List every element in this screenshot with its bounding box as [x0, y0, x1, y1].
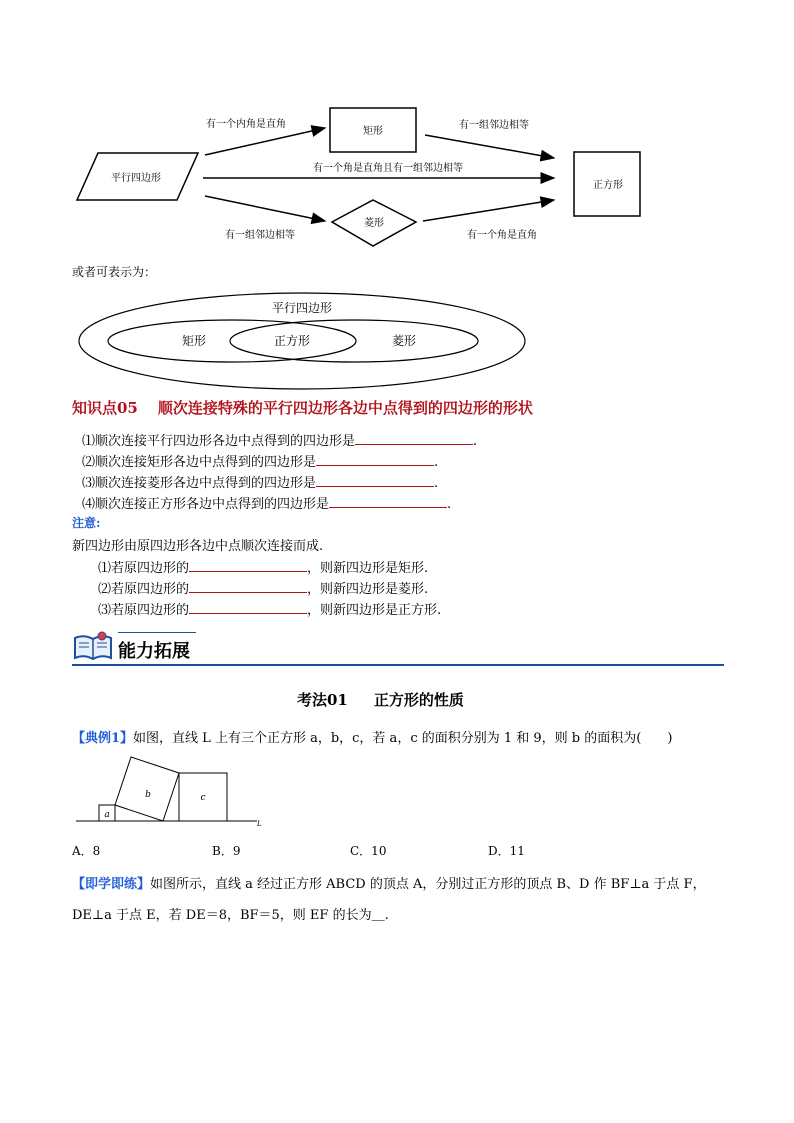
venn-right-ellipse	[230, 320, 478, 362]
arrow-top-left	[205, 128, 325, 155]
venn-outer-label: 平行四边形	[271, 301, 333, 315]
edge-label-middle: 有一个角是直角且有一组邻边相等	[313, 163, 463, 174]
practice-text-1: 如图所示，直线 a 经过正方形 ABCD 的顶点 A，分别过正方形的顶点 B、D 作 BF⊥a 于点 F，	[150, 877, 706, 892]
note-item-1	[98, 557, 428, 576]
practice-line-1	[72, 873, 706, 892]
note-intro: 新四边形由原四边形各边中点顺次连接而成.	[72, 539, 324, 554]
note-item-suffix: ，则新四边形是矩形.	[307, 561, 429, 576]
kp05-item-text: ⑶顺次连接菱形各边中点得到的四边形是	[82, 476, 317, 491]
edge-label-bottom-right: 有一个角是直角	[467, 230, 537, 241]
rhombus-label: 菱形	[364, 218, 384, 229]
period: .	[434, 455, 439, 470]
answer-blank[interactable]	[316, 474, 434, 487]
note-item-2	[98, 578, 428, 597]
example1-tag: 【典例1】	[72, 731, 134, 746]
kaofa-title: 正方形的性质	[373, 691, 464, 709]
venn-diagram	[76, 290, 528, 392]
note-item-prefix: ⑵若原四边形的	[98, 582, 190, 597]
note-item-suffix: ，则新四边形是正方形.	[307, 603, 442, 618]
example1-figure	[72, 754, 272, 828]
line-L-label: L	[257, 820, 262, 828]
kp05-item-text: ⑴顺次连接平行四边形各边中点得到的四边形是	[82, 434, 356, 449]
alt-representation-text: 或者可表示为：	[72, 265, 157, 279]
note-label: 注意:	[72, 516, 101, 530]
venn-left-ellipse	[108, 320, 356, 362]
ability-bottom-rule	[72, 664, 724, 666]
kp05-item-1	[82, 430, 477, 449]
option-a[interactable]: A．8	[72, 844, 101, 858]
venn-left-label: 矩形	[181, 334, 207, 348]
kp05-label: 知识点05	[72, 399, 138, 417]
example1-text: 如图，直线 L 上有三个正方形 a，b，c，若 a，c 的面积分别为 1 和 9，则 b 的面积为( )	[133, 731, 673, 746]
answer-blank[interactable]	[189, 601, 307, 614]
option-d[interactable]: D．11	[488, 844, 525, 858]
kaofa-label: 考法01	[297, 691, 348, 709]
square-c-label: c	[200, 793, 206, 803]
arrow-bottom-right	[423, 200, 554, 221]
arrow-bottom-left	[205, 196, 325, 221]
kp05-item-2	[82, 451, 438, 470]
answer-blank[interactable]	[189, 559, 307, 572]
edge-label-top-left: 有一个内角是直角	[206, 119, 286, 130]
edge-label-bottom-left: 有一组邻边相等	[225, 230, 295, 241]
note-item-3	[98, 599, 441, 618]
period: .	[447, 497, 452, 512]
ability-title: 能力拓展	[118, 641, 190, 662]
answer-blank[interactable]	[316, 453, 434, 466]
square-b-label: b	[145, 790, 151, 800]
practice-tag: 【即学即练】	[72, 877, 151, 892]
option-b[interactable]: B．9	[212, 844, 241, 858]
answer-blank[interactable]	[329, 495, 447, 508]
kp05-item-text: ⑵顺次连接矩形各边中点得到的四边形是	[82, 455, 317, 470]
rectangle-label: 矩形	[363, 126, 383, 137]
kp05-title: 顺次连接特殊的平行四边形各边中点得到的四边形的形状	[157, 399, 533, 417]
square-label: 正方形	[593, 180, 623, 191]
edge-label-top-right: 有一组邻边相等	[459, 120, 529, 131]
quadrilateral-flow-diagram	[60, 100, 660, 255]
square-b	[115, 757, 179, 821]
ability-top-rule	[118, 632, 196, 633]
square-a-label: a	[104, 810, 110, 820]
period: .	[434, 476, 439, 491]
kp05-heading	[72, 397, 533, 418]
parallelogram-label: 平行四边形	[111, 173, 161, 184]
example1-question	[72, 727, 672, 746]
option-c[interactable]: C．10	[350, 844, 387, 858]
answer-blank[interactable]	[355, 432, 473, 445]
kp05-item-text: ⑷顺次连接正方形各边中点得到的四边形是	[82, 497, 330, 512]
answer-blank[interactable]	[189, 580, 307, 593]
open-book-icon	[72, 630, 114, 664]
venn-center-label: 正方形	[273, 334, 311, 348]
kp05-item-4	[82, 493, 451, 512]
note-item-prefix: ⑴若原四边形的	[98, 561, 190, 576]
kp05-item-3	[82, 472, 438, 491]
kaofa-heading	[297, 689, 464, 710]
period: .	[473, 434, 478, 449]
venn-right-label: 菱形	[391, 334, 417, 348]
practice-line-2: DE⊥a 于点 E，若 DE＝8，BF＝5，则 EF 的长为＿.	[72, 908, 389, 923]
note-item-prefix: ⑶若原四边形的	[98, 603, 190, 618]
note-item-suffix: ，则新四边形是菱形.	[307, 582, 429, 597]
arrow-top-right	[425, 135, 554, 158]
